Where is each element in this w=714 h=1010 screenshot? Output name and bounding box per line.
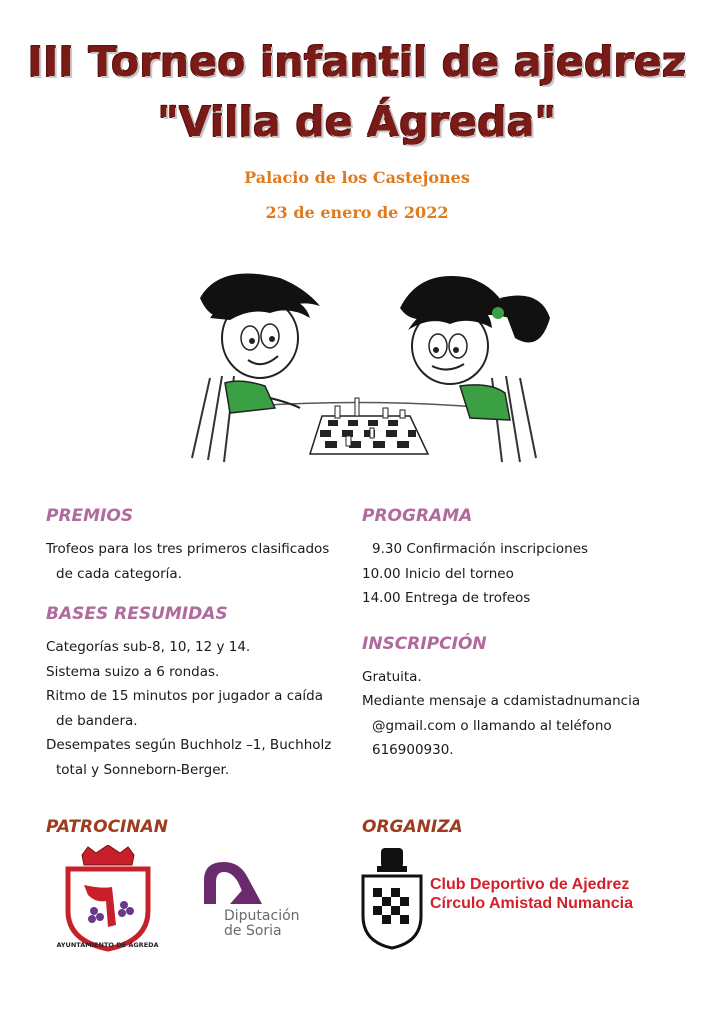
right-column bbox=[362, 505, 682, 763]
event-date: 23 de enero de 2022 bbox=[265, 203, 449, 222]
children-playing-chess-illustration bbox=[170, 258, 570, 468]
patrocinan-heading: PATROCINAN bbox=[46, 817, 168, 837]
programa-heading: PROGRAMA bbox=[362, 506, 473, 526]
title-line-2: "Villa de Ágreda" bbox=[157, 98, 557, 146]
agreda-label: AYUNTAMIENTO DE ÁGREDA bbox=[56, 941, 159, 949]
inscripcion-line: @gmail.com o llamando al teléfono bbox=[372, 717, 612, 734]
premios-line: Trofeos para los tres primeros clasificados bbox=[46, 541, 330, 557]
bases-heading: BASES RESUMIDAS bbox=[46, 604, 228, 624]
organiza-heading: ORGANIZA bbox=[362, 817, 463, 837]
inscripcion-line: Mediante mensaje a cdamistadnumancia bbox=[362, 693, 641, 709]
club-ajedrez-logo bbox=[359, 846, 425, 950]
bases-line: total y Sonneborn-Berger. bbox=[56, 761, 230, 778]
bases-line: de bandera. bbox=[56, 712, 138, 729]
agreda-shield-logo bbox=[62, 845, 154, 953]
left-column bbox=[46, 505, 346, 782]
bases-line: Sistema suizo a 6 rondas. bbox=[46, 663, 220, 680]
programa-line: 14.00 Entrega de trofeos bbox=[362, 590, 531, 606]
diputacion-soria-logo bbox=[200, 858, 270, 908]
premios-heading: PREMIOS bbox=[46, 506, 134, 526]
venue: Palacio de los Castejones bbox=[244, 168, 470, 187]
club-name-line-2: Círculo Amistad Numancia bbox=[430, 895, 634, 912]
bases-line: Categorías sub-8, 10, 12 y 14. bbox=[46, 639, 251, 655]
diputacion-line-1: Diputación bbox=[224, 908, 300, 924]
programa-line: 9.30 Confirmación inscripciones bbox=[372, 541, 589, 557]
chess-board bbox=[310, 398, 428, 454]
girl-figure bbox=[400, 276, 550, 420]
boy-figure bbox=[200, 274, 320, 414]
inscripcion-line: Gratuita. bbox=[362, 668, 422, 685]
premios-line: de cada categoría. bbox=[56, 565, 182, 582]
club-name-line-1: Club Deportivo de Ajedrez bbox=[430, 876, 630, 893]
inscripcion-line: 616900930. bbox=[372, 742, 454, 758]
bases-line: Ritmo de 15 minutos por jugador a caída bbox=[46, 688, 323, 704]
diputacion-line-2: de Soria bbox=[224, 923, 282, 939]
title-line-1: III Torneo infantil de ajedrez bbox=[27, 38, 687, 86]
inscripcion-heading: INSCRIPCIÓN bbox=[362, 633, 487, 654]
programa-line: 10.00 Inicio del torneo bbox=[362, 565, 514, 582]
bases-line: Desempates según Buchholz –1, Buchholz bbox=[46, 737, 332, 753]
